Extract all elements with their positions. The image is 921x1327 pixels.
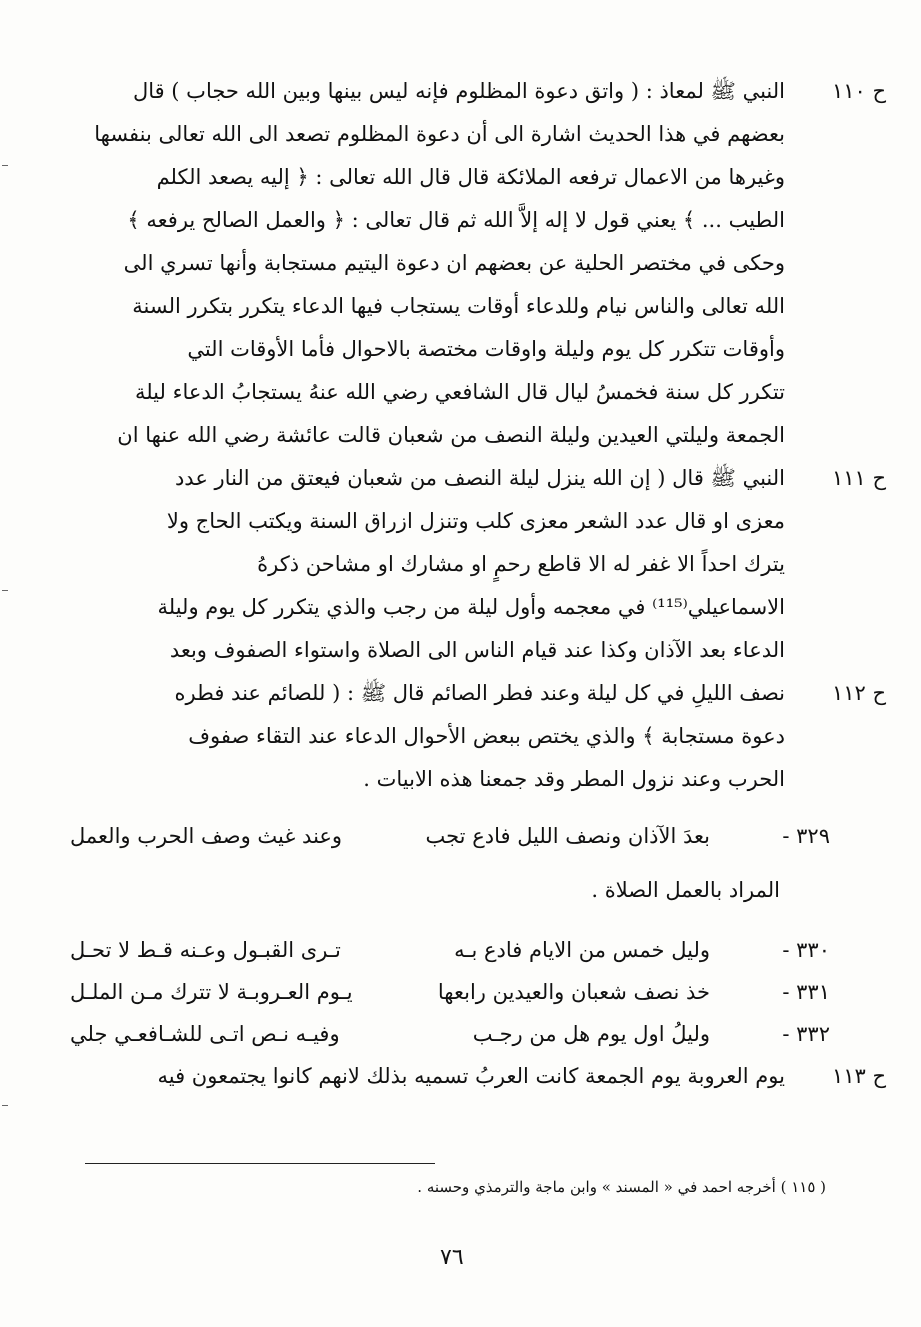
text-line: الطيب ... ﴾ يعني قول لا إله إلاَّ الله ثم قال تعالى : ﴿ والعمل الصالح يرفعه ﴾ xyxy=(127,208,785,232)
page-number: ٧٦ xyxy=(440,1245,464,1270)
text-line: وأوقات تتكرر كل يوم وليلة واوقات مختصة بالاحوال فأما الأوقات التي xyxy=(187,337,785,361)
text-line: الله تعالى والناس نيام وللدعاء أوقات يستجاب فيها الدعاء يتكرر بتكرر السنة xyxy=(132,294,785,318)
hadith-110 xyxy=(70,70,887,457)
verse-330 xyxy=(70,929,830,971)
verse-number: ٣٢٩ - xyxy=(782,824,830,848)
text-line: الجمعة وليلتي العيدين وليلة النصف من شعبان قالت عائشة رضي الله عنها ان xyxy=(117,423,785,447)
text-line: ح ١١٣ يوم العروبة يوم الجمعة كانت العربُ تسميه بذلك لانهم كانوا يجتمعون فيه xyxy=(157,1064,887,1088)
text-line: بعضهم في هذا الحديث اشارة الى أن دعوة المظلوم تصعد الى الله تعالى بنفسها xyxy=(94,122,785,146)
scan-margin-mark xyxy=(2,1105,8,1106)
line-text: النبي ﷺ قال ( إن الله ينزل ليلة النصف من شعبان فيعتق من النار عدد xyxy=(174,466,785,490)
line-text: يوم العروبة يوم الجمعة كانت العربُ تسميه بذلك لانهم كانوا يجتمعون فيه xyxy=(157,1064,785,1088)
text-line: ح ١١٢ نصف الليلِ في كل ليلة وعند فطر الصائم قال ﷺ : ( للصائم عند فطره xyxy=(174,681,887,705)
text-line: الدعاء بعد الآذان وكذا عند قيام الناس الى الصلاة واستواء الصفوف وبعد xyxy=(169,638,785,662)
text-line: ح ١١١ النبي ﷺ قال ( إن الله ينزل ليلة النصف من شعبان فيعتق من النار عدد xyxy=(174,466,887,490)
verse-first-hemistich: وليلُ اول يوم هل من رجـب xyxy=(472,1022,710,1046)
verse-331 xyxy=(70,971,830,1013)
text-line: معزى او قال عدد الشعر معزى كلب وتنزل ازراق السنة ويكتب الحاج ولا xyxy=(166,509,785,533)
text-line: دعوة مستجابة ﴾ والذي يختص ببعض الأحوال الدعاء عند التقاء صفوف xyxy=(188,724,785,748)
verse-number: ٣٣٢ - xyxy=(782,1022,830,1046)
scan-margin-mark xyxy=(2,590,8,591)
verse-329 xyxy=(70,815,830,857)
line-text: نصف الليلِ في كل ليلة وعند فطر الصائم قال ﷺ : ( للصائم عند فطره xyxy=(174,681,785,705)
verse-first-hemistich: بعدَ الآذان ونصف الليل فادع تجب xyxy=(425,824,710,848)
hadith-112 xyxy=(70,672,887,801)
text-line: يترك احداً الا غفر له الا قاطع رحمٍ او مشارك او مشاحن ذكرهُ xyxy=(257,552,785,576)
verse-second-hemistich: تـرى القبـول وعـنه قـط لا تحـل xyxy=(70,938,341,962)
hadith-111 xyxy=(70,457,887,672)
page-body xyxy=(70,70,887,1098)
verse-note: المراد بالعمل الصلاة . xyxy=(591,878,780,902)
verse-332 xyxy=(70,1013,830,1055)
footnote: ( ١١٥ ) أخرجه احمد في « المسند » وابن ماجة والترمذي وحسنه . xyxy=(417,1178,826,1196)
verse-first-hemistich: خذ نصف شعبان والعيدين رابعها xyxy=(437,980,710,1004)
footnote-divider xyxy=(85,1163,435,1164)
verse-number: ٣٣١ - xyxy=(782,980,830,1004)
text-line: ح ١١٠ النبي ﷺ لمعاذ : ( واتق دعوة المظلوم فإنه ليس بينها وبين الله حجاب ) قال xyxy=(132,79,887,103)
verse-second-hemistich: وعند غيث وصف الحرب والعمل xyxy=(70,824,343,848)
verse-first-hemistich: وليل خمس من الايام فادع بـه xyxy=(454,938,710,962)
hadith-113 xyxy=(70,1055,887,1098)
verse-second-hemistich: يـوم العـروبـة لا تترك مـن الملـل xyxy=(70,980,353,1004)
text-line: الاسماعيلي⁽¹¹⁵⁾ في معجمه وأول ليلة من رجب والذي يتكرر كل يوم وليلة xyxy=(157,595,785,619)
verse-second-hemistich: وفيـه نـص اتـى للشـافعـي جلي xyxy=(70,1022,340,1046)
verse-number: ٣٣٠ - xyxy=(782,938,830,962)
text-line: الحرب وعند نزول المطر وقد جمعنا هذه الابيات . xyxy=(363,767,785,791)
text-line: وغيرها من الاعمال ترفعه الملائكة قال قال الله تعالى : ﴿ إليه يصعد الكلم xyxy=(156,165,785,189)
line-text: النبي ﷺ لمعاذ : ( واتق دعوة المظلوم فإنه ليس بينها وبين الله حجاب ) قال xyxy=(132,79,785,103)
scan-margin-mark xyxy=(2,165,8,166)
text-line: تتكرر كل سنة فخمسُ ليال قال الشافعي رضي الله عنهُ يستجابُ الدعاء ليلة xyxy=(134,380,785,404)
text-line: وحكى في مختصر الحلية عن بعضهم ان دعوة اليتيم مستجابة وأنها تسري الى xyxy=(123,251,785,275)
